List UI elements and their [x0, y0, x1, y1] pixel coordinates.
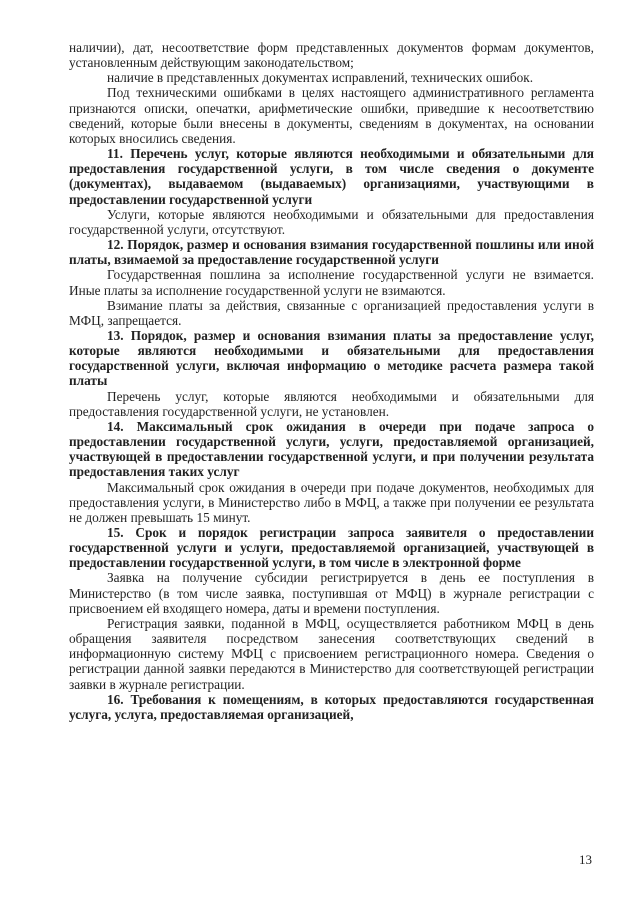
section-heading-16: 16. Требования к помещениям, в которых предоставляются государственная услуга, услуга, предоставляемая организацией,: [69, 691, 594, 722]
body-paragraph: Максимальный срок ожидания в очереди при подаче документов, необходимых для предоставления услуги, в Министерство либо в МФЦ, а также при получении ее результата не должен превышать 15 минут.: [69, 479, 594, 525]
page-number: 13: [579, 852, 592, 867]
body-paragraph: Взимание платы за действия, связанные с организацией предоставления услуги в МФЦ, запрещается.: [69, 297, 594, 328]
body-paragraph: Под техническими ошибками в целях настоящего административного регламента признаются описки, опечатки, арифметические ошибки, приведшие к несоответствию сведений, которые были внесены в документы, сведениям в документах, на основании которых вносились сведения.: [69, 85, 594, 146]
page-body: [69, 40, 594, 722]
body-paragraph: Заявка на получение субсидии регистрируется в день ее поступления в Министерство (в том числе заявка, поступившая от МФЦ) в журнале регистрации с присвоением ей входящего номера, даты и времени поступления.: [69, 570, 594, 616]
section-heading-11: 11. Перечень услуг, которые являются необходимыми и обязательными для предоставления государственной услуги, в том числе сведения о документе (документах), выдаваемом (выдаваемых) организациями, участвующими в предоставлении государственной услуги: [69, 146, 594, 207]
section-heading-15: 15. Срок и порядок регистрации запроса заявителя о предоставлении государственной услуги и услуги, предоставляемой организацией, участвующей в предоставлении государственной услуги, в том числе в электронной форме: [69, 525, 594, 571]
body-paragraph: Регистрация заявки, поданной в МФЦ, осуществляется работником МФЦ в день обращения заявителя посредством занесения соответствующих сведений в информационную систему МФЦ с присвоением регистрационного номера. Сведения о регистрации данной заявки передаются в Министерство для соответствующей регистрации заявки в журнале регистрации.: [69, 615, 594, 692]
body-paragraph: Услуги, которые являются необходимыми и обязательными для предоставления государственной услуги, отсутствуют.: [69, 206, 594, 237]
section-heading-14: 14. Максимальный срок ожидания в очереди при подаче запроса о предоставлении государственной услуги, услуги, предоставляемой организацией, участвующей в предоставлении государственной услуги, и при получении результата предоставления таких услуг: [69, 418, 594, 480]
section-heading-13: 13. Порядок, размер и основания взимания платы за предоставление услуг, которые являются необходимыми и обязательными для предоставления государственной услуги, включая информацию о методике расчета размера такой платы: [69, 327, 594, 389]
section-heading-12: 12. Порядок, размер и основания взимания государственной пошлины или иной платы, взимаемой за предоставление государственной услуги: [69, 237, 594, 268]
body-paragraph: наличие в представленных документах исправлений, технических ошибок.: [107, 70, 534, 86]
body-paragraph: Государственная пошлина за исполнение государственной услуги не взимается. Иные платы за исполнение государственной услуги не взимаются.: [69, 267, 594, 298]
body-paragraph: Перечень услуг, которые являются необходимыми и обязательными для предоставления государственной услуги, не установлен.: [69, 388, 594, 419]
body-paragraph: наличии), дат, несоответствие форм представленных документов формам документов, установленным действующим законодательством;: [69, 40, 594, 71]
